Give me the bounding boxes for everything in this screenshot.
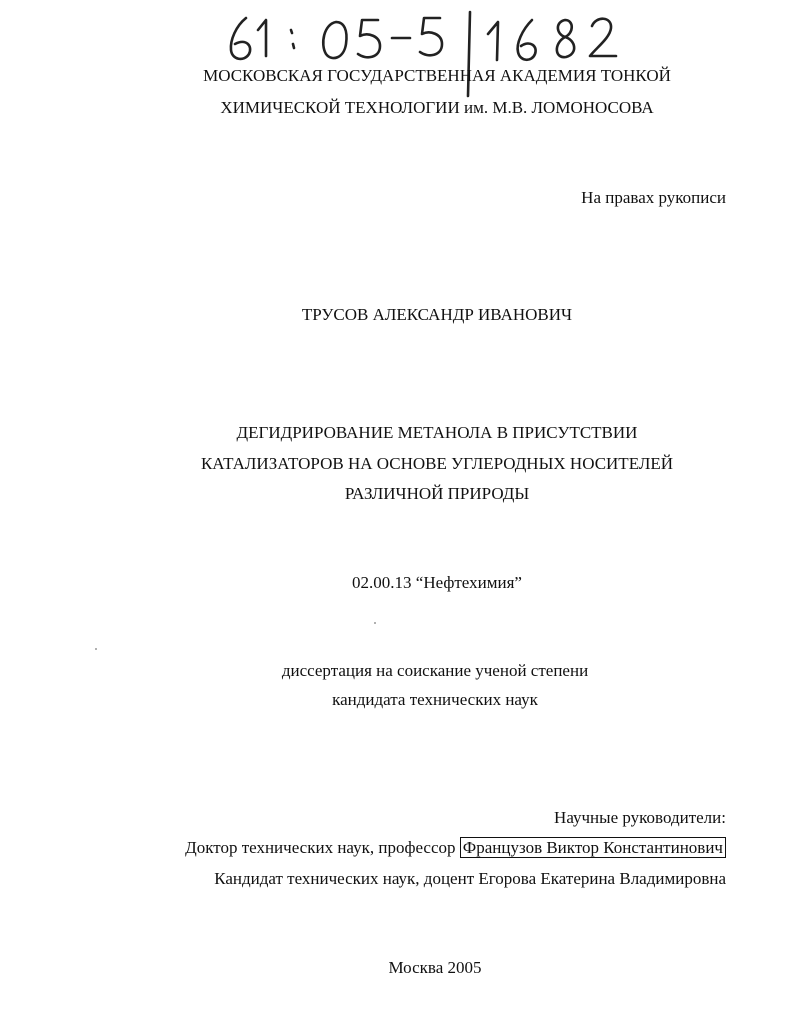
title-line-3: РАЗЛИЧНОЙ ПРИРОДЫ — [344, 484, 530, 503]
supervisors-heading: Научные руководители: — [554, 808, 726, 827]
author-name: ТРУСОВ АЛЕКСАНДР ИВАНОВИЧ — [301, 305, 573, 324]
place-and-year: Москва 2005 — [388, 958, 482, 977]
title-line-2: КАТАЛИЗАТОРОВ НА ОСНОВЕ УГЛЕРОДНЫХ НОСИТЕЛЕЙ — [200, 454, 674, 473]
specialty-code: 02.00.13 “Нефтехимия” — [352, 573, 522, 592]
scan-speck — [95, 648, 97, 650]
scan-speck — [374, 622, 376, 624]
institution-line-2: ХИМИЧЕСКОЙ ТЕХНОЛОГИИ им. М.В. ЛОМОНОСОВА — [220, 98, 654, 117]
supervisor-second: Кандидат технических наук, доцент Егорова Екатерина Владимировна — [214, 869, 726, 888]
supervisor-first — [185, 838, 726, 858]
supervisor-first-name: Французов Виктор Константинович — [460, 837, 726, 858]
supervisor-first-prefix: Доктор технических наук, профессор — [185, 838, 456, 857]
rights-note: На правах рукописи — [581, 188, 726, 207]
title-line-1: ДЕГИДРИРОВАНИЕ МЕТАНОЛА В ПРИСУТСТВИИ — [236, 423, 638, 442]
institution-line-1: МОСКОВСКАЯ ГОСУДАРСТВЕННАЯ АКАДЕМИЯ ТОНКОЙ — [203, 66, 671, 85]
degree-line-1: диссертация на соискание ученой степени — [281, 661, 589, 680]
degree-line-2: кандидата технических наук — [332, 690, 538, 709]
